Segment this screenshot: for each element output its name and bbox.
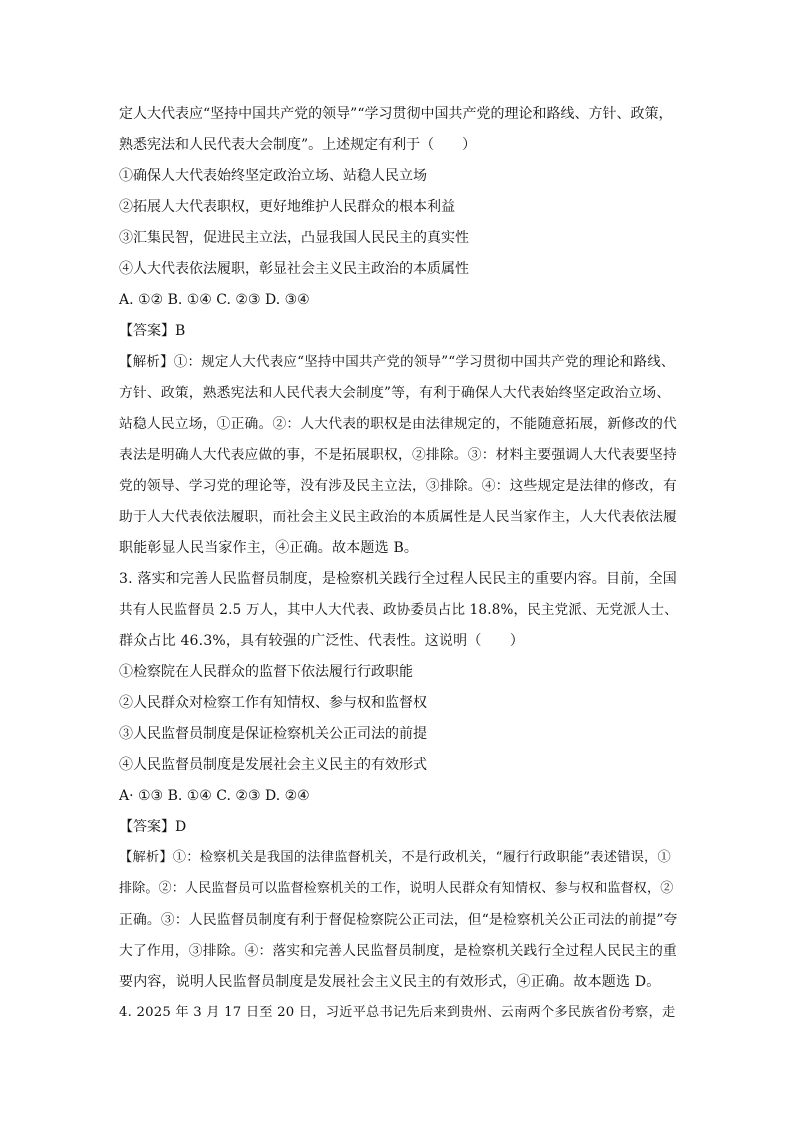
q2-analysis-line: 表法是明确人大代表应做的事，不是拓展职权，②排除。③：材料主要强调人大代表要坚持 [119, 447, 678, 463]
q2-analysis-line: 方针、政策，熟悉宪法和人民代表大会制度”等，有利于确保人大代表始终坚定政治立场、 [119, 385, 671, 401]
q3-stem-line: 3. 落实和完善人民监督员制度，是检察机关践行全过程人民民主的重要内容。目前，全国 [119, 571, 678, 587]
q3-option-2: ②人民群众对检察工作有知情权、参与权和监督权 [119, 695, 427, 711]
q3-answer: 【答案】D [119, 819, 187, 835]
q3-analysis-line: 大了作用，③排除。④：落实和完善人民监督员制度，是检察机关践行全过程人民民主的重 [119, 943, 678, 959]
q2-option-2: ②拓展人大代表职权，更好地维护人民群众的根本利益 [119, 199, 455, 215]
q2-option-3: ③汇集民智，促进民主立法，凸显我国人民民主的真实性 [119, 230, 469, 246]
q2-analysis-line: 站稳人民立场，①正确。②：人大代表的职权是由法律规定的，不能随意拓展，新修改的代 [119, 416, 678, 432]
q3-stem-line: 群众占比 46.3%，具有较强的广泛性、代表性。这说明（ ） [119, 633, 525, 649]
q3-analysis-line: 排除。②：人民监督员可以监督检察机关的工作，说明人民群众有知情权、参与权和监督权，② [119, 881, 674, 896]
q3-option-4: ④人民监督员制度是发展社会主义民主的有效形式 [119, 757, 427, 773]
q3-option-1: ①检察院在人民群众的监督下依法履行行政职能 [119, 664, 413, 680]
q3-stem-line: 共有人民监督员 2.5 万人，其中人大代表、政协委员占比 18.8%，民主党派、无党派人士、 [119, 602, 678, 618]
q2-stem-line-1: 定人大代表应“坚持中国共产党的领导”“学习贯彻中国共产党的理论和路线、方针、政策， [119, 106, 673, 122]
q3-choices: A· ①③ B. ①④ C. ②③ D. ②④ [119, 788, 310, 804]
q2-analysis-line: 【解析】①：规定人大代表应“坚持中国共产党的领导”“学习贯彻中国共产党的理论和路线、 [119, 354, 675, 370]
q2-analysis-line: 党的领导、学习党的理论等，没有涉及民主立法，③排除。④：这些规定是法律的修改，有 [119, 478, 678, 494]
q4-stem-line: 4. 2025 年 3 月 17 日至 20 日，习近平总书记先后来到贵州、云南两个多民族省份考察，走 [119, 1005, 676, 1020]
q2-analysis-line: 职能彰显人民当家作主，④正确。故本题选 B。 [119, 540, 419, 556]
q3-analysis-line: 要内容，说明人民监督员制度是发展社会主义民主的有效形式，④正确。故本题选 D。 [119, 974, 661, 990]
q2-option-1: ①确保人大代表始终坚定政治立场、站稳人民立场 [119, 168, 427, 184]
q3-analysis-line: 正确。③：人民监督员制度有利于督促检察院公正司法，但“是检察机关公正司法的前提”夸 [119, 912, 678, 928]
q2-analysis-line: 助于人大代表依法履职，而社会主义民主政治的本质属性是人民当家作主，人大代表依法履 [119, 509, 678, 525]
q3-analysis-line: 【解析】①：检察机关是我国的法律监督机关，不是行政机关，“履行行政职能”表述错误，① [119, 850, 671, 865]
q3-option-3: ③人民监督员制度是保证检察机关公正司法的前提 [119, 726, 427, 742]
q2-option-4: ④人大代表依法履职，彰显社会主义民主政治的本质属性 [119, 261, 469, 277]
q2-answer: 【答案】B [119, 323, 186, 339]
q2-choices: A. ①② B. ①④ C. ②③ D. ③④ [119, 292, 310, 308]
q2-stem-line-2: 熟悉宪法和人民代表大会制度”。上述规定有利于（ ） [119, 137, 477, 153]
